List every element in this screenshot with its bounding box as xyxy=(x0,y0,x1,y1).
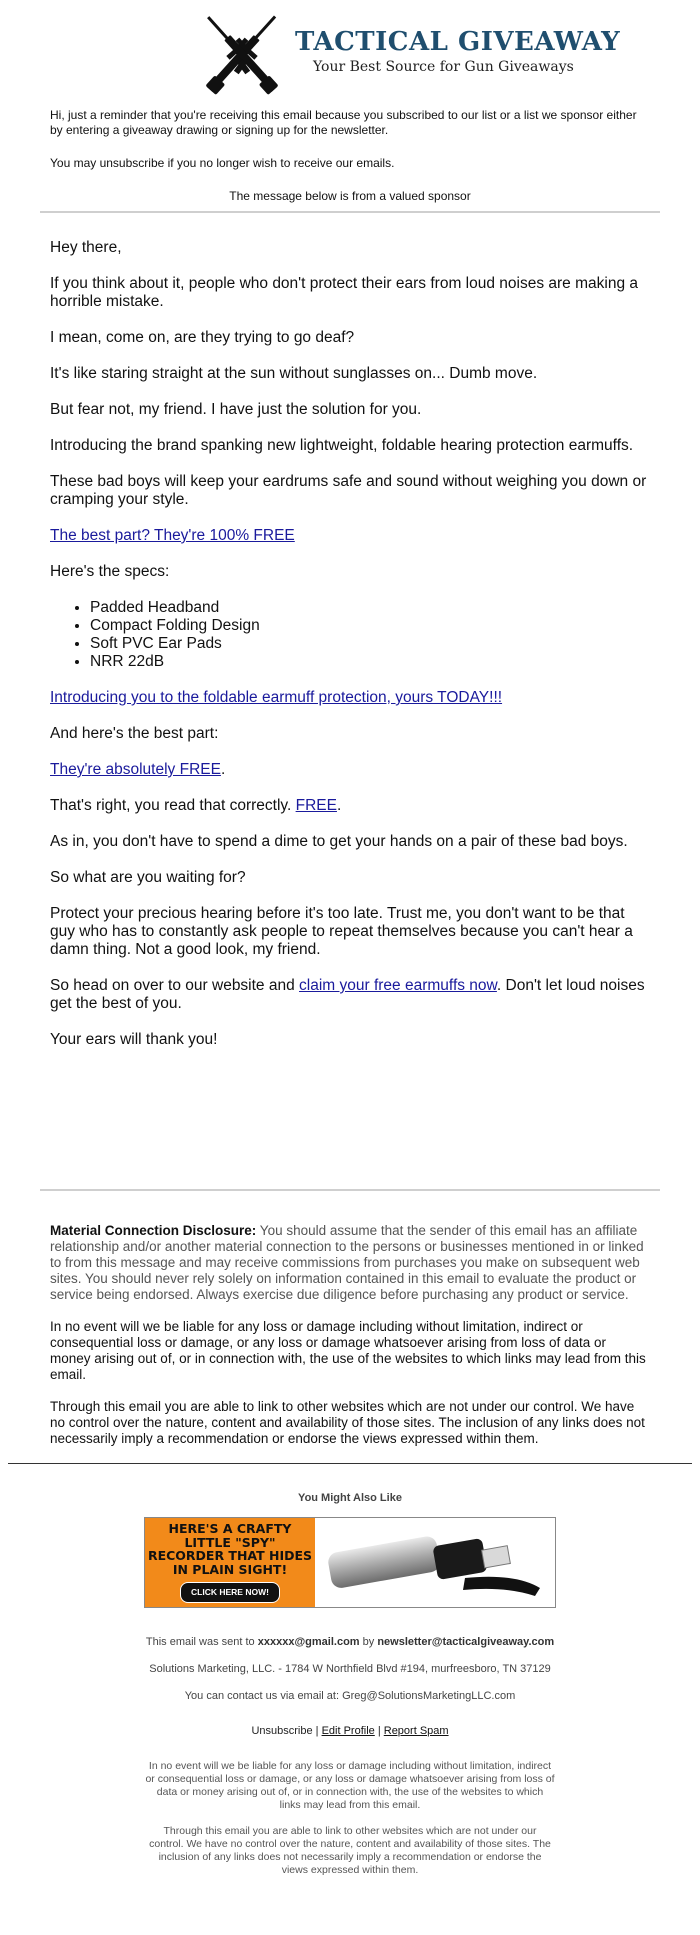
separator: | xyxy=(374,1725,384,1737)
ad-headline: HERE'S A CRAFTY LITTLE "SPY" RECORDER THAT HIDES IN PLAIN SIGHT! xyxy=(147,1521,313,1577)
contact-email: You can contact us via email at: Greg@SolutionsMarketingLLC.com xyxy=(184,1690,516,1702)
divider-top xyxy=(40,211,660,213)
report-spam-link[interactable]: Report Spam xyxy=(383,1725,449,1737)
list-item: • Soft PVC Ear Pads xyxy=(90,635,650,653)
external-links-text: Through this email you are able to link to other websites which are not under our control. We have no control over the nature, content and availability of those sites. The inclusion of any links does not necessarily imply a recommendation or endorse the views expressed within them. xyxy=(50,1399,645,1446)
list-item: • Compact Folding Design xyxy=(90,617,650,635)
spy-recorder-ad[interactable] xyxy=(144,1517,556,1608)
ad-image xyxy=(315,1518,555,1607)
usb-recorder-image xyxy=(315,1518,555,1607)
ad-banner-left xyxy=(145,1518,315,1607)
ad-click-button[interactable]: CLICK HERE NOW! xyxy=(180,1582,280,1603)
paragraph: That's right, you read that correctly. xyxy=(50,797,296,814)
paragraph: As in, you don't have to spend a dime to get your hands on a pair of these bad boys. xyxy=(50,833,628,850)
logo-title: TACTICAL GIVEAWAY xyxy=(295,27,621,57)
divider-bottom xyxy=(40,1189,660,1191)
paragraph-line: get the best of you. xyxy=(50,995,182,1012)
company-address: Solutions Marketing, LLC. - 1784 W Northfield Blvd #194, murfreesboro, TN 37129 xyxy=(149,1663,551,1675)
paragraph: So head on over to our website and xyxy=(50,977,300,994)
footer-legal xyxy=(145,1760,555,1877)
paragraph: Protect your precious hearing before it's too late. Trust me, you don't want to be that guy who has to constantly ask people to repeat themselves because you can't hear a damn thing. Not a good look, my friend. xyxy=(50,905,633,958)
separator: | xyxy=(312,1725,322,1737)
unsubscribe-notice: You may unsubscribe if you no longer wish to receive our emails. xyxy=(50,156,395,170)
unsubscribe-link[interactable]: Unsubscribe xyxy=(251,1725,313,1737)
might-also-like-title: You Might Also Like xyxy=(298,1492,402,1504)
paragraph: So what are you waiting for? xyxy=(50,869,246,886)
specs-intro: Here's the specs: xyxy=(50,563,170,580)
footer-divider xyxy=(8,1463,692,1464)
greeting: Hey there, xyxy=(50,239,122,256)
footer-links xyxy=(40,1725,660,1738)
footer xyxy=(40,1492,660,1877)
paragraph-tail: . Don't let loud noises xyxy=(496,977,645,994)
legal-liability: In no event will we be liable for any loss or damage including without limitation, indirect or consequential loss or damage, or any loss or damage whatsoever arising from loss of data or money arising out of, or in connection with, the use of the websites to which links may lead from this email. xyxy=(145,1760,555,1811)
crossed-rifles-icon xyxy=(192,8,292,100)
specs-list xyxy=(50,599,650,671)
list-item: • NRR 22dB xyxy=(90,653,650,671)
absolutely-free-link[interactable]: They're absolutely FREE xyxy=(50,761,221,778)
subscription-reminder: Hi, just a reminder that you're receiving this email because you subscribed to our list or a list we sponsor either by entering a giveaway drawing or signing up for the newsletter. xyxy=(50,108,637,137)
recipient-email: xxxxxx@gmail.com xyxy=(257,1636,360,1648)
disclosure-label: Material Connection Disclosure: xyxy=(50,1223,257,1238)
paragraph: These bad boys will keep your eardrums safe and sound without weighing you down or cramping your style. xyxy=(50,473,647,508)
disclosure-text: You should assume that the sender of this email has an affiliate relationship and/or another material connection to the persons or businesses mentioned in or linked to from this message and may receive commissions from purchases you make on subsequent web sites. You should never rely solely on information contained in this email to evaluate the product or service being endorsed. Always exercise due diligence before purchasing any product or service. xyxy=(50,1223,644,1302)
liability-text: In no event will we be liable for any loss or damage including without limitation, indirect or consequential loss or damage, or any loss or damage whatsoever arising from loss of data or money arising out of, or in connection with, the use of the websites to which links may lead from this email. xyxy=(50,1319,646,1382)
paragraph: But fear not, my friend. I have just the solution for you. xyxy=(50,401,422,418)
claim-earmuffs-link[interactable]: claim your free earmuffs now xyxy=(299,977,497,994)
closing: Your ears will thank you! xyxy=(50,1031,218,1048)
legal-links: Through this email you are able to link to other websites which are not under our control. We have no control over the nature, content and availability of those sites. The inclusion of any links does not necessarily imply a recommendation or endorse the views expressed within them. xyxy=(149,1825,551,1876)
sent-by: by xyxy=(359,1636,378,1648)
sponsor-notice: The message below is from a valued sponsor xyxy=(229,189,471,203)
paragraph: Introducing the brand spanking new lightweight, foldable hearing protection earmuffs. xyxy=(50,437,634,454)
paragraph: It's like staring straight at the sun without sunglasses on... Dumb move. xyxy=(50,365,538,382)
disclosure-section xyxy=(40,1223,660,1447)
paragraph: I mean, come on, are they trying to go deaf? xyxy=(50,329,355,346)
free-link[interactable]: FREE xyxy=(295,797,337,814)
header-logo[interactable] xyxy=(40,0,660,104)
paragraph: If you think about it, people who don't protect their ears from loud noises are making a horrible mistake. xyxy=(50,275,638,310)
sender-email: newsletter@tacticalgiveaway.com xyxy=(377,1636,555,1648)
email-container xyxy=(40,0,660,1877)
logo-subtitle: Your Best Source for Gun Giveaways xyxy=(313,59,574,75)
best-part-link[interactable]: The best part? They're 100% FREE xyxy=(50,527,295,544)
edit-profile-link[interactable]: Edit Profile xyxy=(321,1725,375,1737)
paragraph: And here's the best part: xyxy=(50,725,219,742)
sent-prefix: This email was sent to xyxy=(145,1636,258,1648)
introducing-link[interactable]: Introducing you to the foldable earmuff protection, yours TODAY!!! xyxy=(50,689,503,706)
message-body: Hey there, If you think about it, people who don't protect their ears from loud noises are making a horrible mistake. I mean, come on, are they trying to go deaf? It's like staring straight at the sun without sunglasses on... Dumb move. But fear not, my friend. I have just the solution for you. Introducing the brand spanking new lightweight, foldable hearing protection earmuffs. These bad boys will keep your eardrums safe and sound without weighing you down or cramping your style. The best part? They're 100% FREE Here's the specs: • Padded Headband • Compact Folding Design • Soft PVC Ear Pads • NRR 22dB Introducing you to the foldable earmuff protection, yours TODAY!!! And here's the best part: They're absolutely FREE. That's right, you read that correctly. FREE. As in, you don't have to spend a dime to get your hands on a pair of these bad boys. So what are you waiting for? Protect your precious hearing before it's too late. Trust me, you don't want to be that guy who has to constantly ask people to repeat themselves because you can't hear a damn thing. Not a good look, my friend. So head on over to our website and claim your free earmuffs now. Don't let loud noises get the best of you. Your ears will thank you! xyxy=(40,239,660,1049)
list-item: • Padded Headband xyxy=(90,599,650,617)
